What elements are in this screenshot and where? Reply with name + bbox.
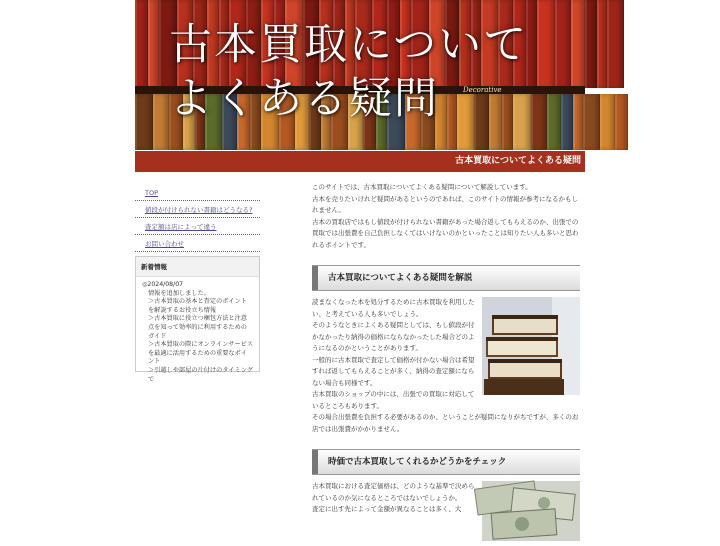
section-title: 時価で古本買取してくれるかどうかをチェック: [328, 457, 507, 467]
main-content: [312, 182, 580, 541]
page: [135, 0, 585, 540]
intro-paragraph: このサイトでは、古本買取についてよくある疑問について解説しています。: [312, 183, 532, 191]
intro-paragraph: 古本を売りたいけれど疑問があるというのであれば、このサイトの情報が参考になるかもしれません。: [312, 194, 579, 214]
faq-paragraph: 読まなくなった本を処分するために古本買取を利用したい、と考えている人も多いでしょう。: [312, 298, 475, 318]
news-line: ＞古本買取の際にオンラインサービスを最適に活用するための重要なポイント: [148, 341, 254, 366]
book-spine: [135, 0, 148, 88]
book-spine: [615, 94, 628, 150]
book-spine: [573, 94, 583, 150]
book-spine: [607, 0, 624, 88]
book-spine: [597, 0, 607, 88]
section-market-price-body: [312, 481, 580, 516]
news-body[interactable]: [136, 277, 259, 383]
book-spine: [537, 0, 555, 88]
sidebar-item-price-differs[interactable]: 査定額は店によって違う: [135, 218, 260, 235]
heading-marker: [312, 450, 318, 474]
banner-title-line2: よくある疑問: [169, 74, 439, 124]
news-line: ＞古本買取の基本と査定のポイントを解説するお役立ち情報: [148, 298, 247, 314]
header-subtitle-bar: [135, 151, 585, 172]
book-spine: [555, 0, 571, 88]
book-spine: [148, 0, 159, 88]
banner-title-line1: 古本買取について: [169, 20, 529, 70]
banner-title: [169, 18, 528, 126]
book-spine: [153, 94, 169, 150]
news-line: 情報を追加しました。: [148, 289, 210, 297]
section-heading-market-price: [312, 449, 580, 475]
book-spine: [547, 94, 561, 150]
section-title: 古本買取についてよくある疑問を解説: [328, 273, 473, 283]
intro-paragraph: 古本の買取店ではもし値段が付けられない書籍があった場合返してもらえるのか、出張での買取では出張費を自己負担しなくてはいけないのかといったことは知りたい人も多いと思われるポイントです。: [312, 217, 579, 249]
book-spine: [583, 94, 600, 150]
spine-label: Decorative: [463, 86, 502, 94]
sidebar: [135, 184, 260, 383]
faq-paragraph: 一般的に古本買取で査定して価格が付かない場合は希望すれば返してもらえることが多く、納得の査定額にならない場合も同様です。: [312, 355, 475, 387]
sidebar-item-contact[interactable]: お問い合わせ: [135, 235, 260, 252]
news-date: ◎2024/08/07: [142, 281, 184, 288]
header-banner: [135, 0, 585, 150]
faq-paragraph: そのようなときによくある疑問としては、もし値段が付かなかったり納得の価格にならなかったした場合どのようになるのかということがあります。: [312, 321, 475, 352]
news-box: [135, 256, 260, 383]
header-subtitle: 古本買取についてよくある疑問: [455, 156, 581, 166]
heading-marker: [312, 266, 318, 290]
news-line: ＞引越しや部屋の片付けのタイミングで: [148, 366, 253, 383]
section-heading-faq: [312, 265, 580, 291]
book-spine: [600, 94, 615, 150]
book-spine: [585, 0, 597, 88]
book-spine: [135, 94, 153, 150]
news-line: ＞古本買取に役立つ梱包方法と注意点を知って効率的に利用するためのガイド: [148, 315, 247, 340]
market-paragraph: 査定に出す先によって金額が異なることは多く、大: [312, 505, 462, 513]
faq-paragraph: 古本買取のショップの中には、出張での買取に対応しているところもあります。: [312, 390, 475, 410]
banknotes-image: [482, 481, 580, 541]
book-spine: [561, 94, 573, 150]
sidebar-item-top[interactable]: TOP: [135, 184, 260, 201]
books-stack-image: [482, 297, 580, 395]
section-faq-body: [312, 297, 580, 435]
news-heading: 新着情報: [136, 257, 259, 277]
sidebar-item-unpriced-books[interactable]: 値段が付けられない書籍はどうなる?: [135, 201, 260, 218]
book-spine: [531, 94, 547, 150]
faq-paragraph: その場合出張費を負担する必要があるのか、ということが疑問になりがちですが、多くのお店では出張費がかかりません。: [312, 413, 579, 433]
market-paragraph: 古本買取における査定価格は、どのような基準で決められているのか気になるところではないでしょうか。: [312, 482, 475, 502]
book-spine: [571, 0, 585, 88]
